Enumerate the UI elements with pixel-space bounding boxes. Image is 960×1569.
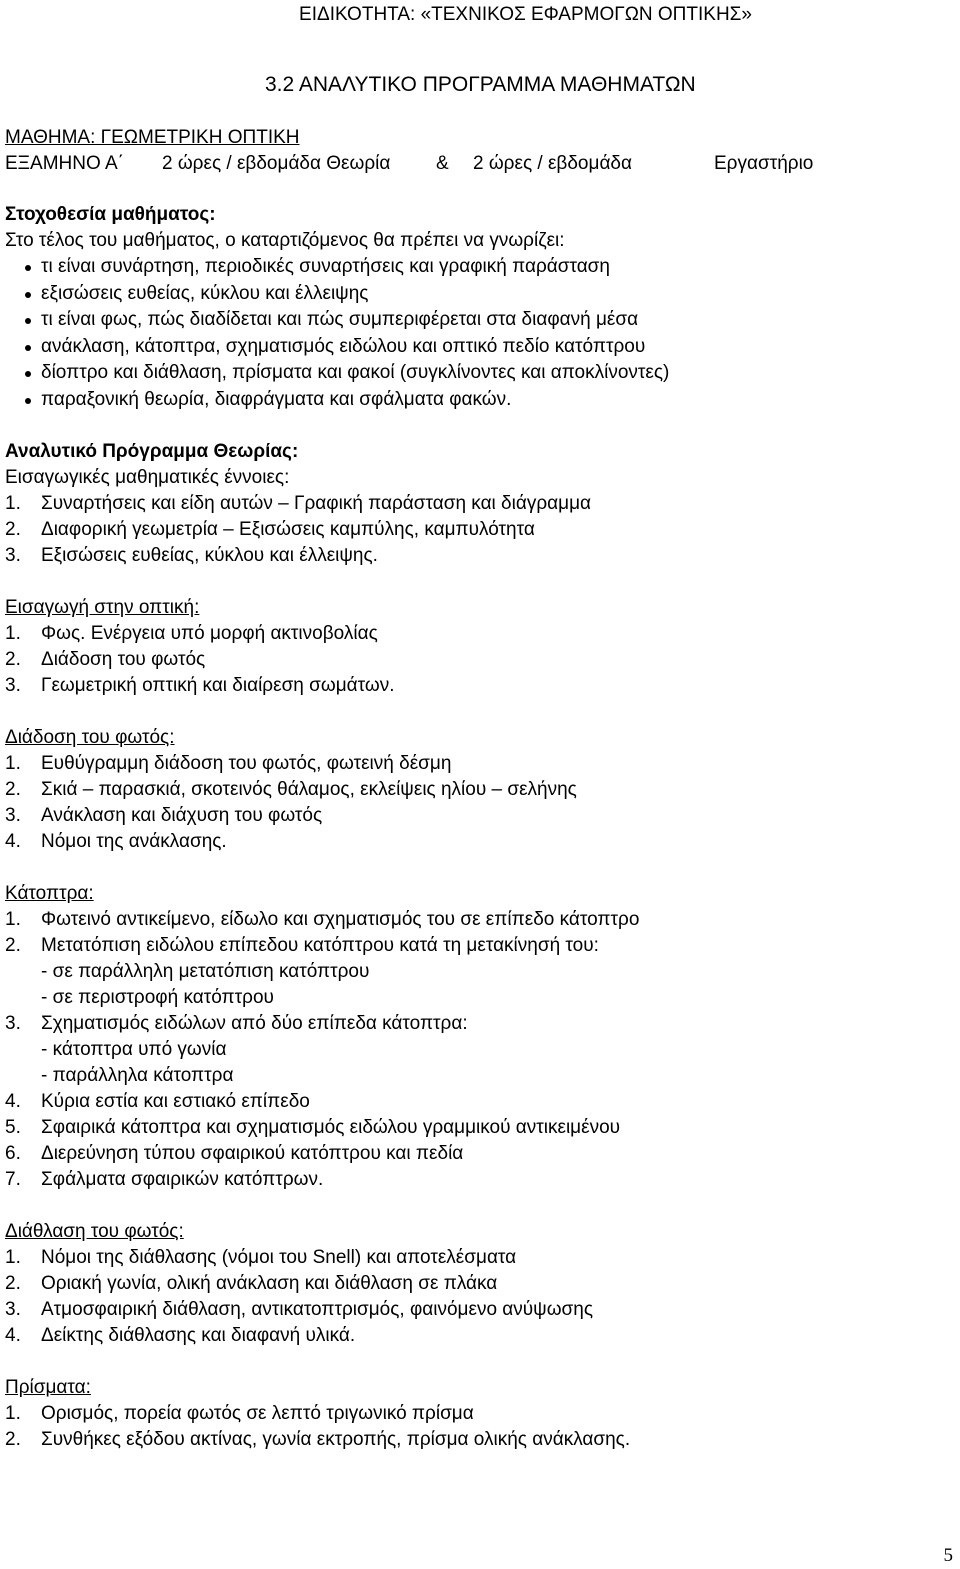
goals-list (5, 254, 813, 413)
course-title: ΜΑΘΗΜΑ: ΓΕΩΜΕΤΡΙΚΗ ΟΠΤΙΚΗ (5, 127, 300, 148)
list-item (5, 1271, 813, 1297)
page-number: 5 (943, 1545, 953, 1566)
item-text: Σφαιρικά κάτοπτρα και σχηματισμός ειδώλου γραμμικού αντικειμένου (41, 1117, 621, 1138)
item-text: Μετατόπιση ειδώλου επίπεδου κατόπτρου κατά τη μετακίνησή του: (41, 935, 599, 956)
item-text: Συναρτήσεις και είδη αυτών – Γραφική παράσταση και διάγραμμα (41, 493, 592, 514)
goal-item (5, 254, 813, 281)
sub-item: - κάτοπτρα υπό γωνία (41, 1039, 227, 1060)
goal-item (5, 360, 813, 387)
list-item (5, 1401, 813, 1427)
list-item (5, 803, 813, 829)
list-item (5, 751, 813, 777)
theory-sections (5, 465, 813, 1453)
item-text: Νόμοι της ανάκλασης. (41, 831, 227, 852)
bullet-icon (25, 371, 31, 377)
item-text: Σκιά – παρασκιά, σκοτεινός θάλαμος, εκλείψεις ηλίου – σελήνης (41, 779, 577, 800)
item-number: 2. (5, 649, 21, 670)
list-item (5, 673, 813, 699)
goal-text: παραξονική θεωρία, διαφράγματα και σφάλματα φακών. (41, 388, 512, 410)
list-item (5, 543, 813, 569)
section-heading: Διάδοση του φωτός: (5, 727, 175, 748)
section-heading: Εισαγωγικές μαθηματικές έννοιες: (5, 467, 290, 488)
goal-text: ανάκλαση, κάτοπτρα, σχηματισμός ειδώλου και οπτικό πεδίο κατόπτρου (41, 335, 646, 357)
sub-item: - σε περιστροφή κατόπτρου (41, 987, 274, 1008)
item-text: Ορισμός, πορεία φωτός σε λεπτό τριγωνικό πρίσμα (41, 1403, 474, 1424)
item-number: 4. (5, 1091, 21, 1112)
list-item (5, 777, 813, 803)
item-number: 2. (5, 1429, 21, 1450)
document-body (5, 125, 813, 1453)
item-number: 7. (5, 1169, 21, 1190)
bullet-icon (25, 318, 31, 324)
hours-row (5, 151, 813, 177)
bullet-icon (25, 265, 31, 271)
item-text: Ευθύγραμμη διάδοση του φωτός, φωτεινή δέσμη (41, 753, 452, 774)
item-number: 1. (5, 1247, 21, 1268)
section-heading: Εισαγωγή στην οπτική: (5, 597, 200, 618)
goal-item (5, 307, 813, 334)
goal-item (5, 334, 813, 361)
item-text: Διαφορική γεωμετρία – Εξισώσεις καμπύλης, καμπυλότητα (41, 519, 535, 540)
list-item (5, 621, 813, 647)
list-item (5, 907, 813, 933)
item-number: 3. (5, 545, 21, 566)
item-text: Κύρια εστία και εστιακό επίπεδο (41, 1091, 310, 1112)
list-item (5, 517, 813, 543)
lab-hours: 2 ώρες / εβδομάδα (473, 153, 632, 174)
bullet-icon (25, 398, 31, 404)
list-item (5, 1115, 813, 1141)
goals-intro: Στο τέλος του μαθήματος, ο καταρτιζόμενος θα πρέπει να γνωρίζει: (5, 230, 565, 251)
goals-heading: Στοχοθεσία μαθήματος: (5, 204, 216, 225)
section-heading: Πρίσματα: (5, 1377, 91, 1398)
section-heading: Κάτοπτρα: (5, 883, 94, 904)
item-number: 2. (5, 1273, 21, 1294)
item-number: 5. (5, 1117, 21, 1138)
lab-label: Εργαστήριο (714, 153, 814, 174)
page-header: ΕΙΔΙΚΟΤΗΤΑ: «ΤΕΧΝΙΚΟΣ ΕΦΑΡΜΟΓΩΝ ΟΠΤΙΚΗΣ» (299, 4, 752, 25)
list-item (5, 1011, 813, 1037)
item-text: Σχηματισμός ειδώλων από δύο επίπεδα κάτοπτρα: (41, 1013, 468, 1034)
list-item (5, 491, 813, 517)
theory-hours: 2 ώρες / εβδομάδα Θεωρία (162, 153, 391, 174)
item-number: 6. (5, 1143, 21, 1164)
section-heading: Διάθλαση του φωτός: (5, 1221, 184, 1242)
item-text: Σφάλματα σφαιρικών κατόπτρων. (41, 1169, 324, 1190)
item-text: Οριακή γωνία, ολική ανάκλαση και διάθλαση σε πλάκα (41, 1273, 498, 1294)
item-text: Φως. Ενέργεια υπό μορφή ακτινοβολίας (41, 623, 378, 644)
list-item (5, 1427, 813, 1453)
list-item (5, 1245, 813, 1271)
goal-text: εξισώσεις ευθείας, κύκλου και έλλειψης (41, 282, 369, 304)
section-title: 3.2 ΑΝΑΛΥΤΙΚΟ ΠΡΟΓΡΑΜΜΑ ΜΑΘΗΜΑΤΩΝ (265, 73, 696, 96)
item-number: 1. (5, 623, 21, 644)
goal-item (5, 281, 813, 308)
item-number: 1. (5, 493, 21, 514)
list-item (5, 1297, 813, 1323)
item-number: 1. (5, 753, 21, 774)
item-number: 4. (5, 831, 21, 852)
list-item (5, 1167, 813, 1193)
item-number: 2. (5, 779, 21, 800)
goal-text: τι είναι φως, πώς διαδίδεται και πώς συμπεριφέρεται στα διαφανή μέσα (41, 309, 639, 330)
item-text: Συνθήκες εξόδου ακτίνας, γωνία εκτροπής, πρίσμα ολικής ανάκλασης. (41, 1429, 631, 1450)
item-text: Ανάκλαση και διάχυση του φωτός (41, 805, 323, 826)
item-text: Διερεύνηση τύπου σφαιρικού κατόπτρου και πεδία (41, 1143, 464, 1164)
list-item (5, 1323, 813, 1349)
item-text: Ατμοσφαιρική διάθλαση, αντικατοπτρισμός, φαινόμενο ανύψωσης (41, 1299, 594, 1320)
semester: ΕΞΑΜΗΝΟ Α΄ (5, 153, 124, 174)
goal-text: τι είναι συνάρτηση, περιοδικές συναρτήσεις και γραφική παράσταση (41, 256, 610, 277)
item-number: 2. (5, 519, 21, 540)
item-number: 3. (5, 805, 21, 826)
list-item (5, 1141, 813, 1167)
item-number: 2. (5, 935, 21, 956)
theory-heading: Αναλυτικό Πρόγραμμα Θεωρίας: (5, 441, 299, 462)
item-text: Διάδοση του φωτός (41, 649, 206, 670)
list-item (5, 933, 813, 959)
item-text: Δείκτης διάθλασης και διαφανή υλικά. (41, 1325, 356, 1346)
item-number: 3. (5, 675, 21, 696)
sub-item: - παράλληλα κάτοπτρα (41, 1065, 234, 1086)
item-text: Εξισώσεις ευθείας, κύκλου και έλλειψης. (41, 545, 378, 566)
goal-text: δίοπτρο και διάθλαση, πρίσματα και φακοί (συγκλίνοντες και αποκλίνοντες) (41, 362, 670, 383)
list-item (5, 1089, 813, 1115)
item-number: 3. (5, 1013, 21, 1034)
item-number: 3. (5, 1299, 21, 1320)
ampersand: & (436, 153, 449, 174)
list-item (5, 647, 813, 673)
item-number: 4. (5, 1325, 21, 1346)
list-item (5, 829, 813, 855)
bullet-icon (25, 292, 31, 298)
sub-item: - σε παράλληλη μετατόπιση κατόπτρου (41, 961, 370, 982)
item-text: Γεωμετρική οπτική και διαίρεση σωμάτων. (41, 675, 395, 696)
item-text: Νόμοι της διάθλασης (νόμοι του Snell) και αποτελέσματα (41, 1247, 517, 1268)
item-text: Φωτεινό αντικείμενο, είδωλο και σχηματισμός του σε επίπεδο κάτοπτρο (41, 909, 640, 930)
item-number: 1. (5, 1403, 21, 1424)
item-number: 1. (5, 909, 21, 930)
goal-item (5, 387, 813, 414)
bullet-icon (25, 345, 31, 351)
